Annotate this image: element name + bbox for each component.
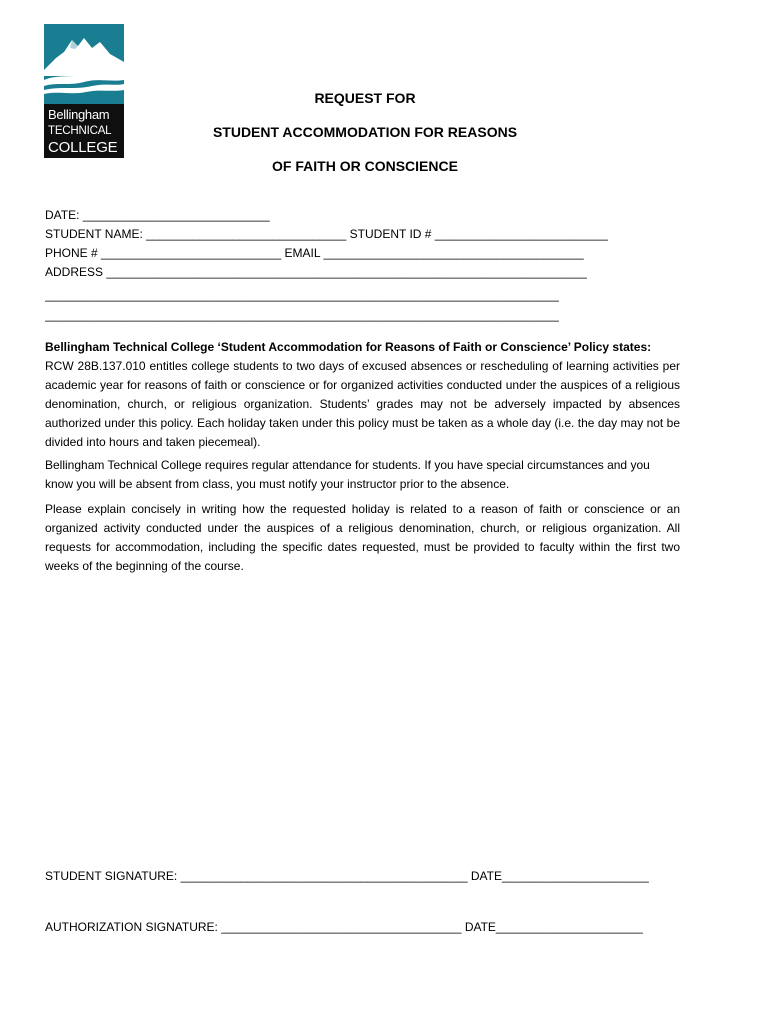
logo-line-bellingham: Bellingham — [48, 107, 110, 122]
authorization-signature-line[interactable]: AUTHORIZATION SIGNATURE: ____________________________________ DATE______________________ — [45, 920, 643, 934]
address-field[interactable]: ADDRESS ________________________________________________________________________ — [45, 265, 587, 279]
title-line-2: STUDENT ACCOMMODATION FOR REASONS — [212, 124, 518, 140]
address-line-3[interactable]: _____________________________________________________________________________ — [45, 308, 559, 322]
phone-email-field[interactable]: PHONE # ___________________________ EMAIL _______________________________________ — [45, 246, 584, 260]
address-line-2[interactable]: _____________________________________________________________________________ — [45, 288, 559, 302]
student-signature-line[interactable]: STUDENT SIGNATURE: ___________________________________________ DATE______________________ — [45, 869, 649, 883]
date-field[interactable]: DATE: ____________________________ — [45, 208, 270, 222]
policy-paragraph-1: RCW 28B.137.010 entitles college students to two days of excused absences or rescheduling of learning activities per academic year for reasons of faith or conscience or for organized activities conducted under the auspices of a religious denomination, church, or religious organization. Students’ grades may not be adversely impacted by absences authorized under this policy. Each holiday taken under this policy must be taken as a whole day (i.e. the day may not be divided into hours and taken piecemeal). — [45, 359, 680, 449]
policy-paragraph-2: Bellingham Technical College requires regular attendance for students. If you have special circumstances and you know you will be absent from class, you must notify your instructor prior to the absence. — [45, 458, 650, 491]
title-line-1: REQUEST FOR — [314, 90, 416, 106]
student-name-id-field[interactable]: STUDENT NAME: ______________________________ STUDENT ID # __________________________ — [45, 227, 609, 241]
logo-line-technical: TECHNICAL — [48, 125, 112, 137]
policy-heading: Bellingham Technical College ‘Student Accommodation for Reasons of Faith or Conscience’ Policy states: — [45, 340, 652, 354]
logo-line-college: COLLEGE — [48, 139, 118, 156]
title-line-3: OF FAITH OR CONSCIENCE — [272, 158, 458, 174]
policy-paragraph-3: Please explain concisely in writing how the requested holiday is related to a reason of faith or conscience or an organized activity conducted under the auspices of a religious denomination, church, or religious organization. All requests for accommodation, including the specific dates requested, must be provided to faculty within the first two weeks of the beginning of the course. — [45, 502, 680, 573]
